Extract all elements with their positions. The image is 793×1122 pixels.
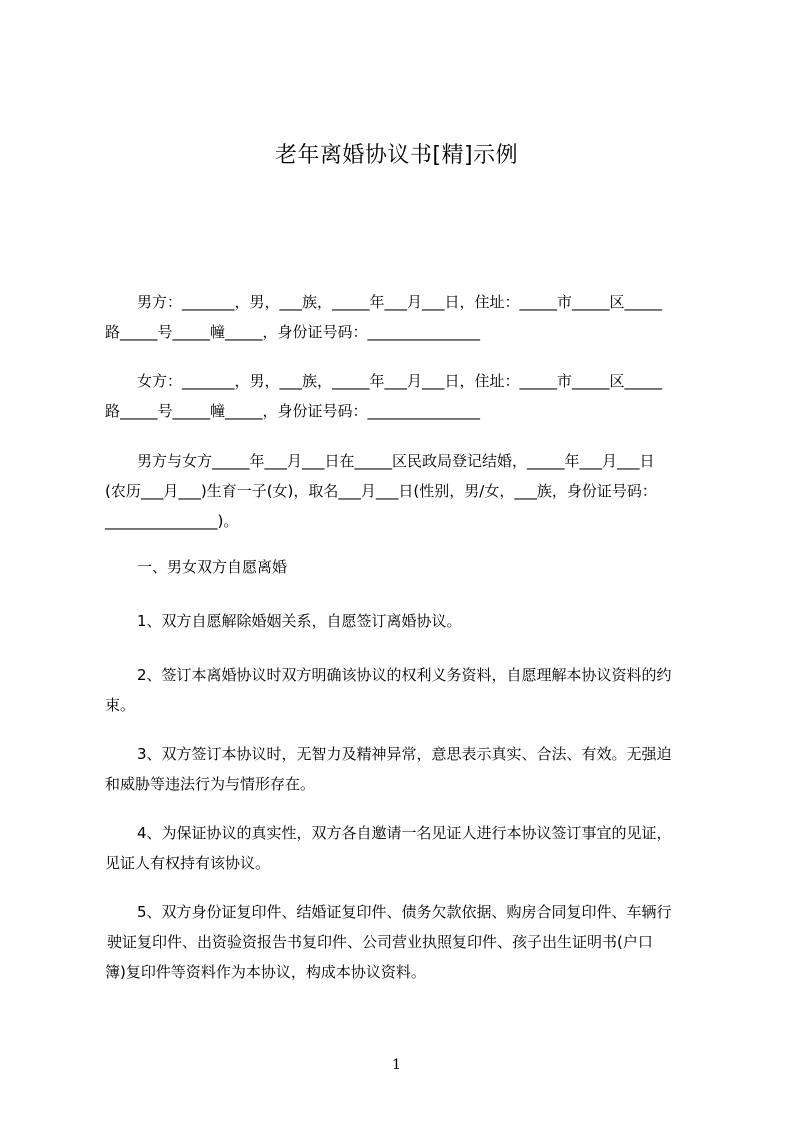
clause-2-line-1: 2、签订本离婚协议时双方明确该协议的权利义务资料，自愿理解本协议资料的约 bbox=[137, 666, 672, 684]
section1-heading-text: 一、男女双方自愿离婚 bbox=[137, 558, 288, 576]
document-title: 老年离婚协议书[精]示例 bbox=[274, 143, 519, 168]
marriage-info-paragraph bbox=[105, 446, 705, 536]
male-party-line-2: 路_____号_____幢_____，身份证号码：_______________ bbox=[105, 323, 481, 341]
clause-4-line-2: 见证人有权持有该协议。 bbox=[105, 854, 271, 872]
female-party-line-1: 女方：_______，男，___族，_____年___月___日，住址：_____市_____区_____ bbox=[137, 372, 663, 390]
section1-heading bbox=[105, 552, 705, 582]
clause-1 bbox=[105, 606, 705, 636]
clause-3-line-1: 3、双方签订本协议时，无智力及精神异常，意思表示真实、合法、有效。无强迫 bbox=[137, 745, 672, 763]
female-party-line-2: 路_____号_____幢_____，身份证号码：_______________ bbox=[105, 402, 481, 420]
clause-5-line-1: 5、双方身份证复印件、结婚证复印件、债务欠款依据、购房合同复印件、车辆行 bbox=[137, 903, 672, 921]
clause-1-line-1: 1、双方自愿解除婚姻关系，自愿签订离婚协议。 bbox=[137, 612, 462, 630]
clause-3 bbox=[105, 739, 705, 799]
clause-5-line-3: 簿)复印件等资料作为本协议，构成本协议资料。 bbox=[105, 963, 426, 981]
marriage-info-line-1: 男方与女方_____年___月___日在_____区民政局登记结婚，_____年___月___日 bbox=[137, 452, 655, 470]
clause-2-line-2: 束。 bbox=[105, 696, 136, 714]
female-party-paragraph bbox=[105, 366, 705, 426]
clause-5-line-2: 驶证复印件、出资验资报告书复印件、公司营业执照复印件、孩子出生证明书(户口 bbox=[107, 933, 653, 951]
clause-5 bbox=[105, 897, 705, 987]
male-party-line-1: 男方：_______，男，___族，_____年___月___日，住址：_____市_____区_____ bbox=[137, 293, 663, 311]
clause-3-line-2: 和威胁等违法行为与情形存在。 bbox=[105, 775, 316, 793]
clause-4-line-1: 4、为保证协议的真实性，双方各自邀请一名见证人进行本协议签订事宜的见证， bbox=[137, 824, 672, 842]
male-party-paragraph bbox=[105, 287, 705, 347]
clause-4 bbox=[105, 818, 705, 878]
page-number: 1 bbox=[392, 1057, 401, 1073]
clause-2 bbox=[105, 660, 705, 720]
marriage-info-line-3: _______________)。 bbox=[105, 512, 239, 530]
marriage-info-line-2: (农历___月___)生育一子(女)，取名___月___日(性别，男/女，___族，身份证号码： bbox=[105, 482, 657, 500]
